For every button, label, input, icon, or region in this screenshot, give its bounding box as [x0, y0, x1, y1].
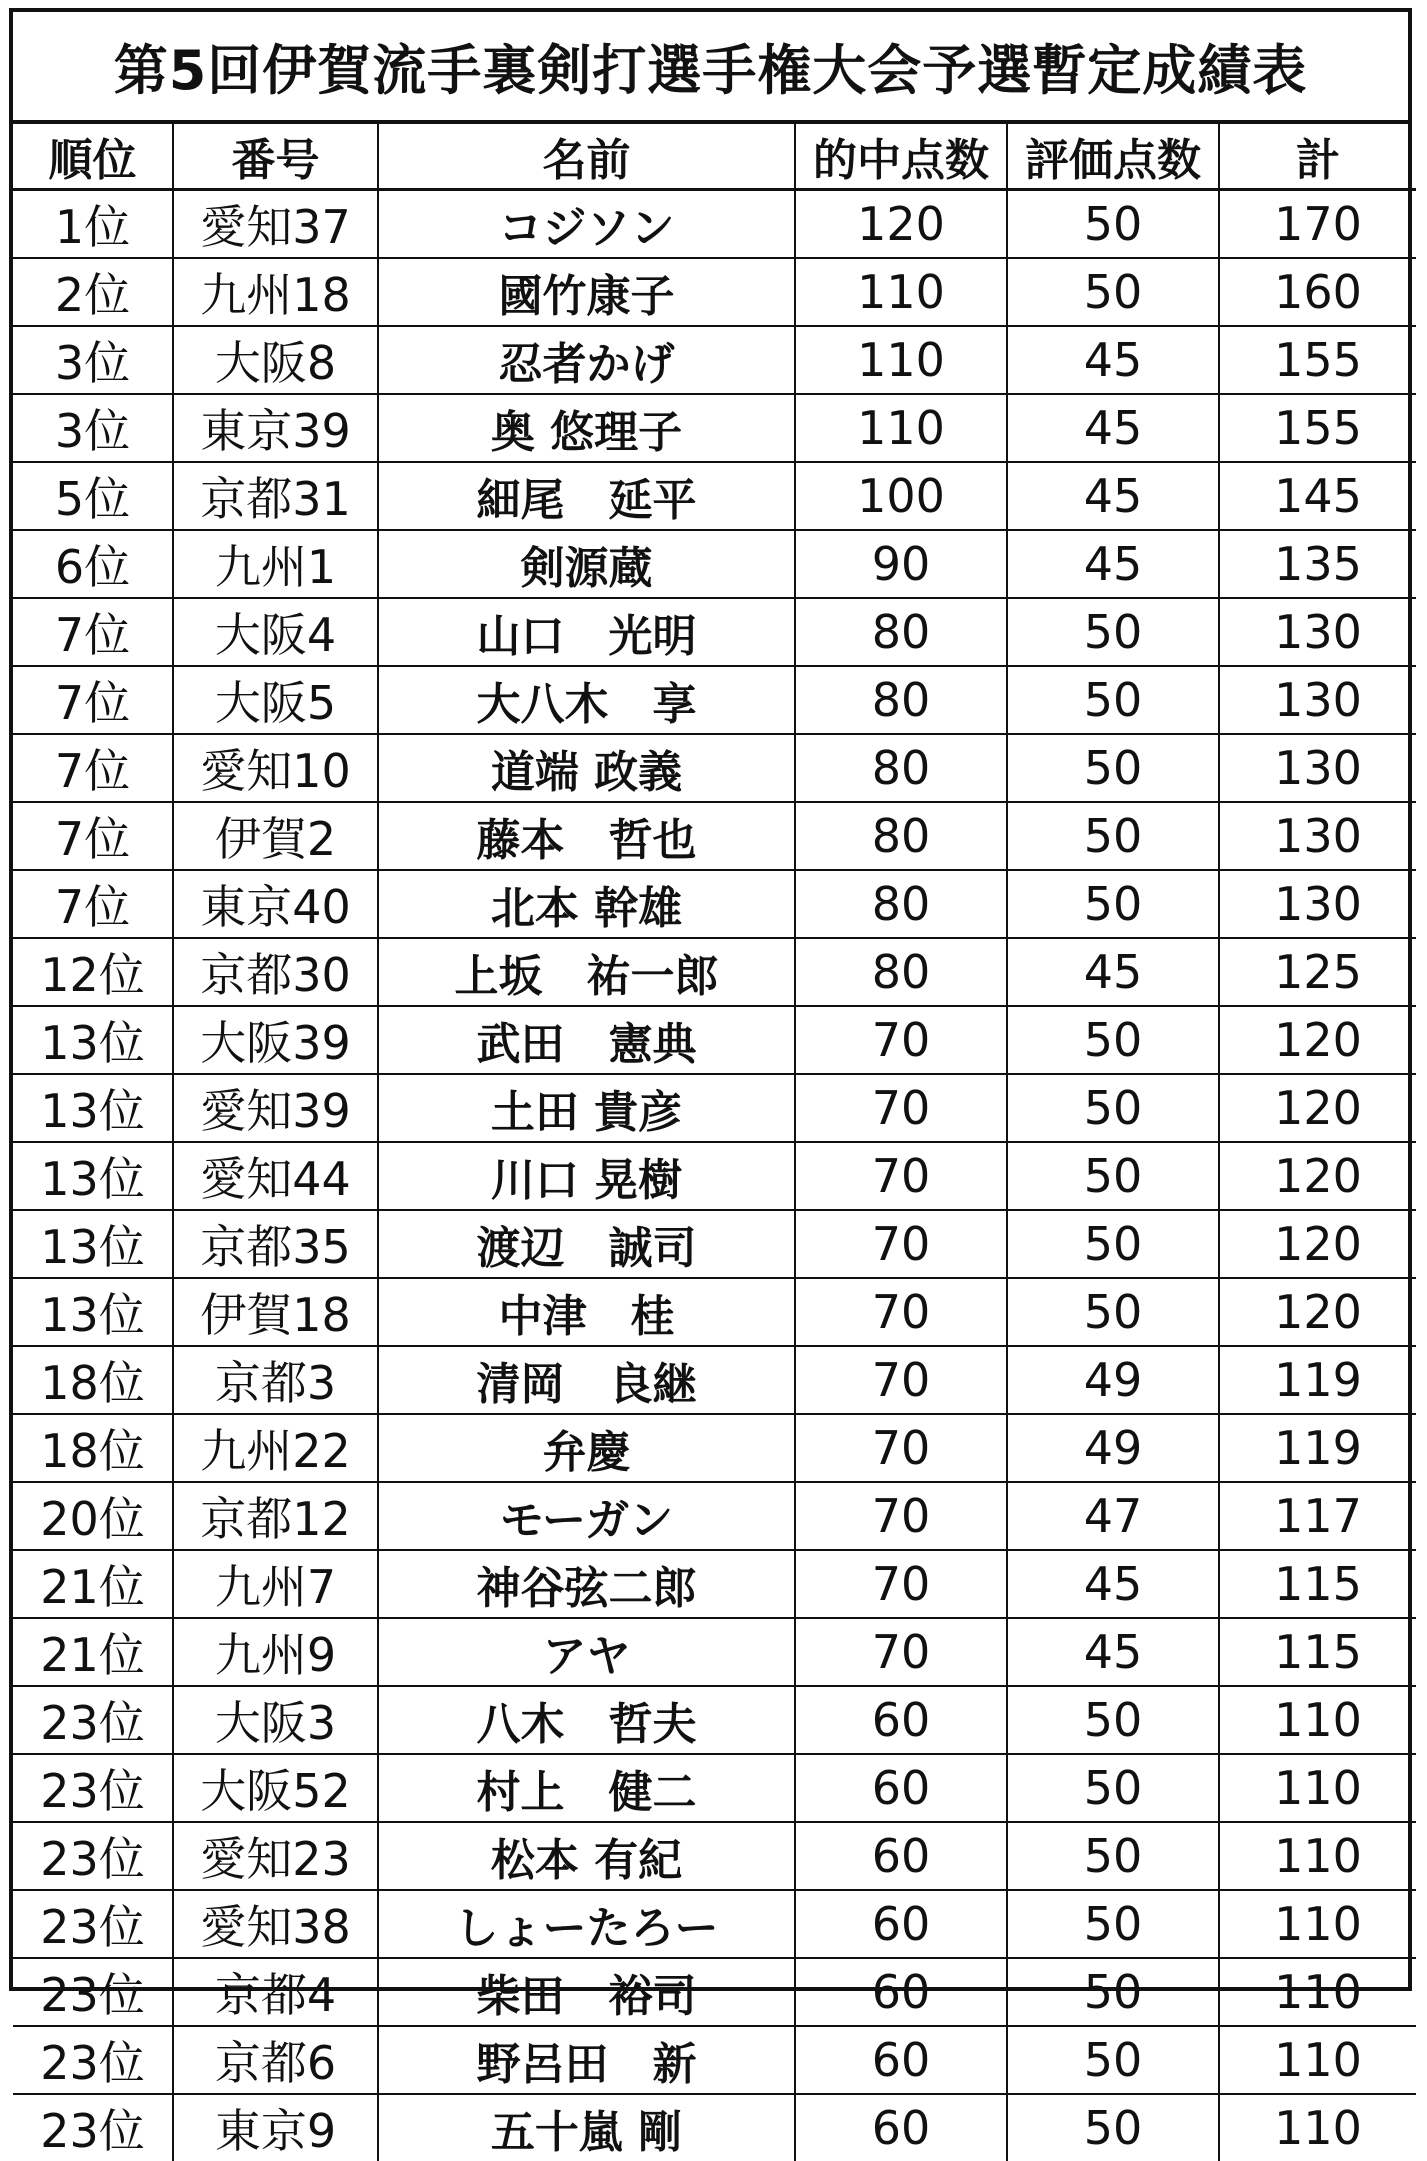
total-cell: 120: [1219, 1210, 1416, 1278]
table-row: [13, 1618, 1416, 1686]
number-cell: 大阪3: [173, 1686, 378, 1754]
hit-points-cell: 80: [795, 802, 1007, 870]
eval-points-cell: 50: [1007, 1074, 1219, 1142]
total-cell: 110: [1219, 1686, 1416, 1754]
total-cell: 155: [1219, 326, 1416, 394]
hit-points-cell: 80: [795, 938, 1007, 1006]
name-cell: 八木 哲夫: [378, 1686, 795, 1754]
eval-points-cell: 50: [1007, 598, 1219, 666]
hit-points-cell: 60: [795, 1822, 1007, 1890]
results-table: [13, 124, 1416, 2161]
name-cell: 五十嵐 剛: [378, 2094, 795, 2161]
table-row: [13, 1210, 1416, 1278]
hit-points-cell: 60: [795, 2026, 1007, 2094]
rank-cell: 7位: [13, 802, 173, 870]
number-cell: 愛知10: [173, 734, 378, 802]
total-cell: 110: [1219, 1822, 1416, 1890]
hit-points-cell: 110: [795, 258, 1007, 326]
document-title: 第5回伊賀流手裏剣打選手権大会予選暫定成績表: [13, 12, 1408, 124]
hit-points-cell: 70: [795, 1074, 1007, 1142]
table-row: [13, 1890, 1416, 1958]
hit-points-cell: 90: [795, 530, 1007, 598]
table-row: [13, 870, 1416, 938]
name-cell: 上坂 祐一郎: [378, 938, 795, 1006]
rank-cell: 23位: [13, 1754, 173, 1822]
number-cell: 伊賀18: [173, 1278, 378, 1346]
table-row: [13, 326, 1416, 394]
rank-cell: 13位: [13, 1278, 173, 1346]
table-row: [13, 190, 1416, 259]
number-cell: 大阪4: [173, 598, 378, 666]
rank-cell: 7位: [13, 598, 173, 666]
hit-points-cell: 70: [795, 1006, 1007, 1074]
header-hit-points: 的中点数: [795, 124, 1007, 190]
total-cell: 130: [1219, 666, 1416, 734]
number-cell: 京都35: [173, 1210, 378, 1278]
hit-points-cell: 60: [795, 2094, 1007, 2161]
rank-cell: 18位: [13, 1414, 173, 1482]
rank-cell: 12位: [13, 938, 173, 1006]
total-cell: 120: [1219, 1074, 1416, 1142]
total-cell: 110: [1219, 1754, 1416, 1822]
table-row: [13, 1414, 1416, 1482]
number-cell: 京都3: [173, 1346, 378, 1414]
rank-cell: 6位: [13, 530, 173, 598]
number-cell: 京都30: [173, 938, 378, 1006]
number-cell: 大阪39: [173, 1006, 378, 1074]
eval-points-cell: 45: [1007, 530, 1219, 598]
rank-cell: 7位: [13, 734, 173, 802]
hit-points-cell: 60: [795, 1754, 1007, 1822]
number-cell: 京都12: [173, 1482, 378, 1550]
total-cell: 115: [1219, 1618, 1416, 1686]
eval-points-cell: 50: [1007, 1958, 1219, 2026]
table-row: [13, 1958, 1416, 2026]
rank-cell: 23位: [13, 1686, 173, 1754]
eval-points-cell: 45: [1007, 1618, 1219, 1686]
total-cell: 110: [1219, 2094, 1416, 2161]
header-row: [13, 124, 1416, 190]
table-row: [13, 1686, 1416, 1754]
table-row: [13, 598, 1416, 666]
name-cell: 國竹康子: [378, 258, 795, 326]
rank-cell: 13位: [13, 1074, 173, 1142]
hit-points-cell: 60: [795, 1890, 1007, 1958]
name-cell: 川口 晃樹: [378, 1142, 795, 1210]
hit-points-cell: 80: [795, 734, 1007, 802]
name-cell: 野呂田 新: [378, 2026, 795, 2094]
header-total: 計: [1219, 124, 1416, 190]
name-cell: 柴田 裕司: [378, 1958, 795, 2026]
rank-cell: 7位: [13, 666, 173, 734]
hit-points-cell: 70: [795, 1414, 1007, 1482]
eval-points-cell: 50: [1007, 1142, 1219, 1210]
eval-points-cell: 50: [1007, 1210, 1219, 1278]
hit-points-cell: 60: [795, 1686, 1007, 1754]
table-body: [13, 190, 1416, 2161]
number-cell: 京都6: [173, 2026, 378, 2094]
number-cell: 大阪5: [173, 666, 378, 734]
total-cell: 119: [1219, 1346, 1416, 1414]
table-row: [13, 734, 1416, 802]
eval-points-cell: 50: [1007, 190, 1219, 259]
name-cell: モーガン: [378, 1482, 795, 1550]
table-row: [13, 1074, 1416, 1142]
table-row: [13, 938, 1416, 1006]
eval-points-cell: 50: [1007, 1006, 1219, 1074]
table-row: [13, 462, 1416, 530]
total-cell: 130: [1219, 598, 1416, 666]
total-cell: 119: [1219, 1414, 1416, 1482]
rank-cell: 23位: [13, 2026, 173, 2094]
eval-points-cell: 50: [1007, 1754, 1219, 1822]
hit-points-cell: 80: [795, 666, 1007, 734]
rank-cell: 13位: [13, 1142, 173, 1210]
total-cell: 125: [1219, 938, 1416, 1006]
eval-points-cell: 50: [1007, 2026, 1219, 2094]
number-cell: 九州9: [173, 1618, 378, 1686]
name-cell: しょーたろー: [378, 1890, 795, 1958]
eval-points-cell: 50: [1007, 734, 1219, 802]
total-cell: 155: [1219, 394, 1416, 462]
eval-points-cell: 50: [1007, 1686, 1219, 1754]
header-eval-points: 評価点数: [1007, 124, 1219, 190]
table-row: [13, 2026, 1416, 2094]
total-cell: 130: [1219, 870, 1416, 938]
hit-points-cell: 80: [795, 598, 1007, 666]
table-row: [13, 530, 1416, 598]
eval-points-cell: 50: [1007, 870, 1219, 938]
hit-points-cell: 70: [795, 1142, 1007, 1210]
table-row: [13, 1278, 1416, 1346]
hit-points-cell: 70: [795, 1550, 1007, 1618]
eval-points-cell: 50: [1007, 1890, 1219, 1958]
name-cell: 奥 悠理子: [378, 394, 795, 462]
rank-cell: 5位: [13, 462, 173, 530]
header-name: 名前: [378, 124, 795, 190]
table-row: [13, 2094, 1416, 2161]
name-cell: 村上 健二: [378, 1754, 795, 1822]
name-cell: 大八木 享: [378, 666, 795, 734]
name-cell: アヤ: [378, 1618, 795, 1686]
number-cell: 大阪8: [173, 326, 378, 394]
table-row: [13, 394, 1416, 462]
table-row: [13, 258, 1416, 326]
table-row: [13, 666, 1416, 734]
eval-points-cell: 45: [1007, 394, 1219, 462]
eval-points-cell: 45: [1007, 326, 1219, 394]
eval-points-cell: 50: [1007, 1822, 1219, 1890]
total-cell: 120: [1219, 1142, 1416, 1210]
eval-points-cell: 45: [1007, 462, 1219, 530]
hit-points-cell: 110: [795, 394, 1007, 462]
hit-points-cell: 80: [795, 870, 1007, 938]
rank-cell: 23位: [13, 2094, 173, 2161]
total-cell: 117: [1219, 1482, 1416, 1550]
number-cell: 京都31: [173, 462, 378, 530]
number-cell: 京都4: [173, 1958, 378, 2026]
hit-points-cell: 70: [795, 1618, 1007, 1686]
name-cell: 北本 幹雄: [378, 870, 795, 938]
table-row: [13, 1346, 1416, 1414]
hit-points-cell: 70: [795, 1482, 1007, 1550]
rank-cell: 3位: [13, 394, 173, 462]
rank-cell: 23位: [13, 1822, 173, 1890]
number-cell: 東京39: [173, 394, 378, 462]
total-cell: 135: [1219, 530, 1416, 598]
table-row: [13, 1482, 1416, 1550]
results-sheet: [9, 8, 1412, 1991]
name-cell: 山口 光明: [378, 598, 795, 666]
name-cell: 清岡 良継: [378, 1346, 795, 1414]
header-rank: 順位: [13, 124, 173, 190]
table-row: [13, 1822, 1416, 1890]
eval-points-cell: 47: [1007, 1482, 1219, 1550]
number-cell: 東京40: [173, 870, 378, 938]
eval-points-cell: 45: [1007, 1550, 1219, 1618]
rank-cell: 13位: [13, 1210, 173, 1278]
rank-cell: 7位: [13, 870, 173, 938]
name-cell: 中津 桂: [378, 1278, 795, 1346]
total-cell: 120: [1219, 1006, 1416, 1074]
number-cell: 愛知23: [173, 1822, 378, 1890]
rank-cell: 21位: [13, 1618, 173, 1686]
rank-cell: 20位: [13, 1482, 173, 1550]
table-row: [13, 1754, 1416, 1822]
rank-cell: 2位: [13, 258, 173, 326]
header-number: 番号: [173, 124, 378, 190]
name-cell: 藤本 哲也: [378, 802, 795, 870]
number-cell: 東京9: [173, 2094, 378, 2161]
number-cell: 愛知38: [173, 1890, 378, 1958]
hit-points-cell: 120: [795, 190, 1007, 259]
number-cell: 伊賀2: [173, 802, 378, 870]
total-cell: 110: [1219, 2026, 1416, 2094]
rank-cell: 1位: [13, 190, 173, 259]
number-cell: 愛知37: [173, 190, 378, 259]
total-cell: 115: [1219, 1550, 1416, 1618]
total-cell: 145: [1219, 462, 1416, 530]
table-row: [13, 1550, 1416, 1618]
eval-points-cell: 49: [1007, 1346, 1219, 1414]
name-cell: 細尾 延平: [378, 462, 795, 530]
rank-cell: 23位: [13, 1890, 173, 1958]
name-cell: 松本 有紀: [378, 1822, 795, 1890]
number-cell: 大阪52: [173, 1754, 378, 1822]
name-cell: 神谷弦二郎: [378, 1550, 795, 1618]
total-cell: 130: [1219, 802, 1416, 870]
eval-points-cell: 50: [1007, 2094, 1219, 2161]
number-cell: 愛知39: [173, 1074, 378, 1142]
number-cell: 九州1: [173, 530, 378, 598]
name-cell: 忍者かげ: [378, 326, 795, 394]
total-cell: 120: [1219, 1278, 1416, 1346]
rank-cell: 21位: [13, 1550, 173, 1618]
hit-points-cell: 110: [795, 326, 1007, 394]
eval-points-cell: 45: [1007, 938, 1219, 1006]
hit-points-cell: 100: [795, 462, 1007, 530]
table-row: [13, 1142, 1416, 1210]
number-cell: 九州18: [173, 258, 378, 326]
hit-points-cell: 70: [795, 1278, 1007, 1346]
total-cell: 110: [1219, 1958, 1416, 2026]
table-row: [13, 802, 1416, 870]
eval-points-cell: 50: [1007, 1278, 1219, 1346]
number-cell: 九州22: [173, 1414, 378, 1482]
eval-points-cell: 50: [1007, 802, 1219, 870]
hit-points-cell: 70: [795, 1346, 1007, 1414]
name-cell: 渡辺 誠司: [378, 1210, 795, 1278]
table-row: [13, 1006, 1416, 1074]
name-cell: 土田 貴彦: [378, 1074, 795, 1142]
rank-cell: 18位: [13, 1346, 173, 1414]
total-cell: 170: [1219, 190, 1416, 259]
number-cell: 愛知44: [173, 1142, 378, 1210]
rank-cell: 23位: [13, 1958, 173, 2026]
rank-cell: 3位: [13, 326, 173, 394]
total-cell: 130: [1219, 734, 1416, 802]
hit-points-cell: 70: [795, 1210, 1007, 1278]
name-cell: 武田 憲典: [378, 1006, 795, 1074]
hit-points-cell: 60: [795, 1958, 1007, 2026]
total-cell: 160: [1219, 258, 1416, 326]
name-cell: コジソン: [378, 190, 795, 259]
number-cell: 九州7: [173, 1550, 378, 1618]
eval-points-cell: 49: [1007, 1414, 1219, 1482]
eval-points-cell: 50: [1007, 666, 1219, 734]
name-cell: 剣源蔵: [378, 530, 795, 598]
name-cell: 道端 政義: [378, 734, 795, 802]
eval-points-cell: 50: [1007, 258, 1219, 326]
name-cell: 弁慶: [378, 1414, 795, 1482]
total-cell: 110: [1219, 1890, 1416, 1958]
rank-cell: 13位: [13, 1006, 173, 1074]
